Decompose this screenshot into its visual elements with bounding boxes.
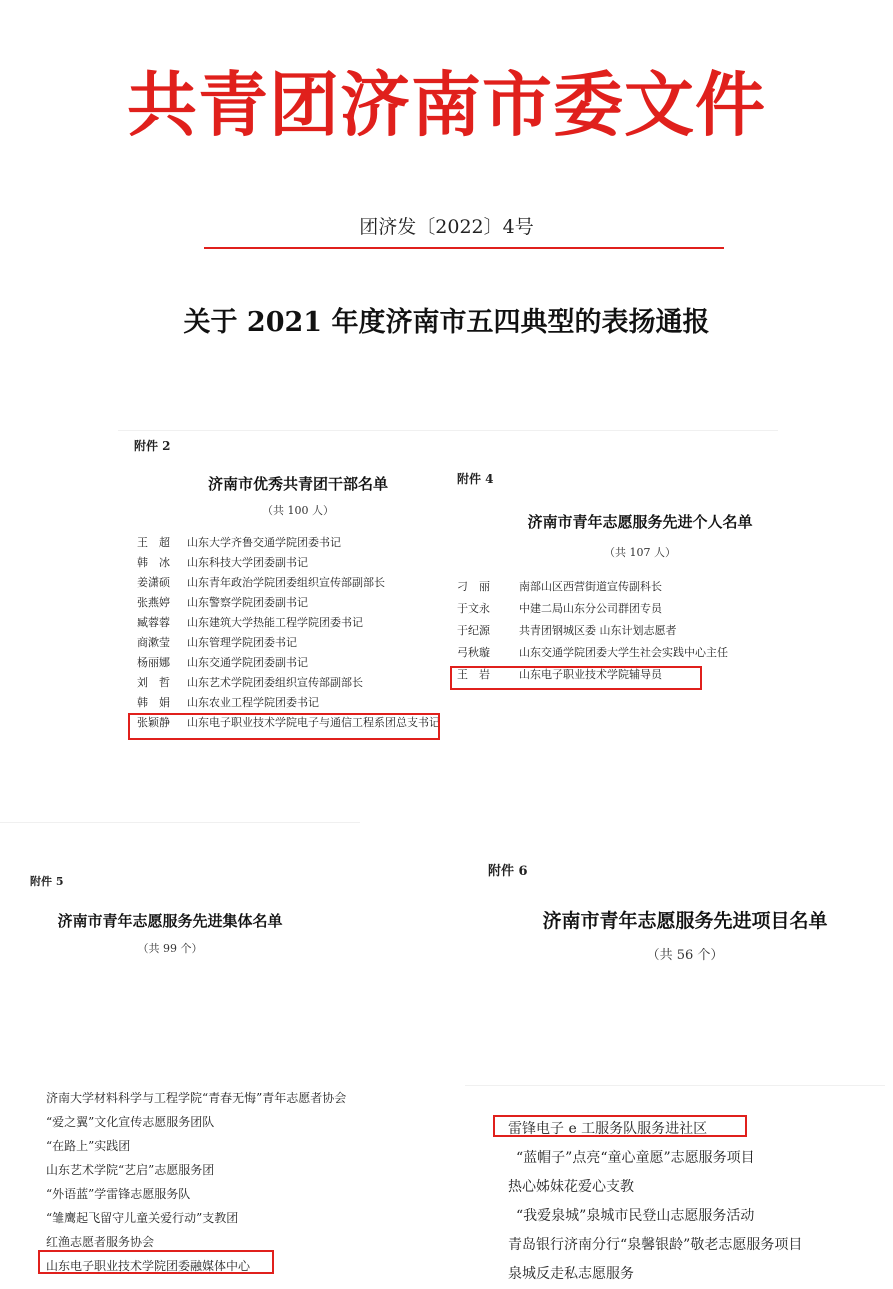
person-title: 山东电子职业技术学院电子与通信工程系团总支书记	[187, 716, 440, 729]
list-item: “在路上”实践团	[46, 1139, 131, 1153]
person-name: 刁 丽	[457, 580, 490, 593]
list-item: “外语蓝”学雷锋志愿服务队	[46, 1187, 191, 1201]
person-title: 山东交通学院团委大学生社会实践中心主任	[519, 646, 728, 659]
list-item-highlighted: 山东电子职业技术学院团委融媒体中心	[46, 1259, 251, 1273]
list-item	[137, 633, 457, 653]
attachment-5-count: （共 99 个）	[137, 942, 203, 955]
person-name: 商漱莹	[137, 636, 170, 649]
person-title: 南部山区西营街道宣传副科长	[519, 580, 662, 593]
list-item: “雏鹰起飞留守儿童关爱行动”支教团	[46, 1211, 239, 1225]
person-title: 山东管理学院团委书记	[187, 636, 297, 649]
list-item: 青岛银行济南分行“泉馨银龄”敬老志愿服务项目	[508, 1237, 803, 1253]
list-item: 济南大学材料科学与工程学院“青春无悔”青年志愿者协会	[46, 1091, 347, 1105]
person-name: 于文永	[457, 602, 490, 615]
scan-edge	[118, 430, 778, 431]
person-name: 姜潇硕	[137, 576, 170, 589]
list-item: 热心姊妹花爱心支教	[508, 1179, 634, 1195]
person-title: 山东大学齐鲁交通学院团委书记	[187, 536, 341, 549]
list-item: “蓝帽子”点亮“童心童愿”志愿服务项目	[516, 1150, 755, 1166]
person-name: 刘 哲	[137, 676, 170, 689]
person-title: 中建二局山东分公司群团专员	[519, 602, 662, 615]
scan-edge	[0, 822, 360, 823]
highlight-box	[450, 666, 702, 690]
list-item: 山东艺术学院“艺启”志愿服务团	[46, 1163, 215, 1177]
red-divider-line	[204, 247, 724, 249]
list-item	[137, 653, 457, 673]
document-number: 团济发〔2022〕4号	[359, 216, 534, 238]
person-title: 山东农业工程学院团委书记	[187, 696, 319, 709]
attachment-2-count: （共 100 人）	[262, 504, 334, 517]
person-name: 弓秋璇	[457, 646, 490, 659]
person-title: 山东艺术学院团委组织宣传部副部长	[187, 676, 363, 689]
attachment-5-label: 附件 5	[30, 875, 64, 888]
list-item	[137, 613, 457, 633]
cadre-list	[137, 533, 457, 733]
person-name: 王 岩	[457, 668, 490, 681]
list-item	[137, 693, 457, 713]
list-item	[137, 673, 457, 693]
highlight-box	[493, 1115, 747, 1137]
list-item: “我爱泉城”泉城市民登山志愿服务活动	[516, 1208, 755, 1224]
highlight-box	[38, 1250, 274, 1274]
list-item	[137, 533, 457, 553]
person-title: 山东青年政治学院团委组织宣传部副部长	[187, 576, 385, 589]
list-item: 泉城反走私志愿服务	[508, 1266, 634, 1282]
list-item	[457, 620, 817, 642]
list-item	[457, 598, 817, 620]
person-name: 臧蓉蓉	[137, 616, 170, 629]
attachment-6-label: 附件 6	[488, 864, 528, 879]
person-title: 山东建筑大学热能工程学院团委书记	[187, 616, 363, 629]
list-item	[457, 642, 817, 664]
attachment-4-label: 附件 4	[457, 472, 494, 486]
attachment-6-count: （共 56 个）	[646, 948, 724, 963]
list-item	[137, 593, 457, 613]
list-item: 红渔志愿者服务协会	[46, 1235, 155, 1249]
person-title: 山东电子职业技术学院辅导员	[519, 668, 662, 681]
list-item-highlighted: 雷锋电子 e 工服务队服务进社区	[508, 1121, 708, 1137]
person-name: 王 超	[137, 536, 170, 549]
highlight-box	[128, 713, 440, 740]
attachment-6-title: 济南市青年志愿服务先进项目名单	[542, 910, 828, 932]
list-item: “爱之翼”文化宣传志愿服务团队	[46, 1115, 215, 1129]
person-title: 山东交通学院团委副书记	[187, 656, 308, 669]
notice-title: 关于 2021 年度济南市五四典型的表扬通报	[183, 307, 710, 338]
attachment-4-count: （共 107 人）	[604, 546, 676, 559]
person-title: 山东警察学院团委副书记	[187, 596, 308, 609]
person-name: 杨丽娜	[137, 656, 170, 669]
list-item	[457, 576, 817, 598]
volunteer-project-list	[508, 1115, 802, 1289]
list-item	[137, 573, 457, 593]
scan-edge	[465, 1085, 885, 1086]
attachment-5-title: 济南市青年志愿服务先进集体名单	[57, 912, 283, 930]
person-name: 于纪源	[457, 624, 490, 637]
person-name: 张颖静	[137, 716, 170, 729]
person-name: 韩 娟	[137, 696, 170, 709]
list-item	[137, 553, 457, 573]
person-title: 共青团钢城区委 山东计划志愿者	[519, 624, 677, 637]
document-header-title: 共青团济南市委文件	[127, 64, 766, 146]
attachment-2-title: 济南市优秀共青团干部名单	[207, 475, 388, 493]
person-name: 张燕婷	[137, 596, 170, 609]
person-name: 韩 冰	[137, 556, 170, 569]
attachment-4-title: 济南市青年志愿服务先进个人名单	[527, 513, 753, 531]
attachment-2-label: 附件 2	[134, 439, 171, 453]
person-title: 山东科技大学团委副书记	[187, 556, 308, 569]
